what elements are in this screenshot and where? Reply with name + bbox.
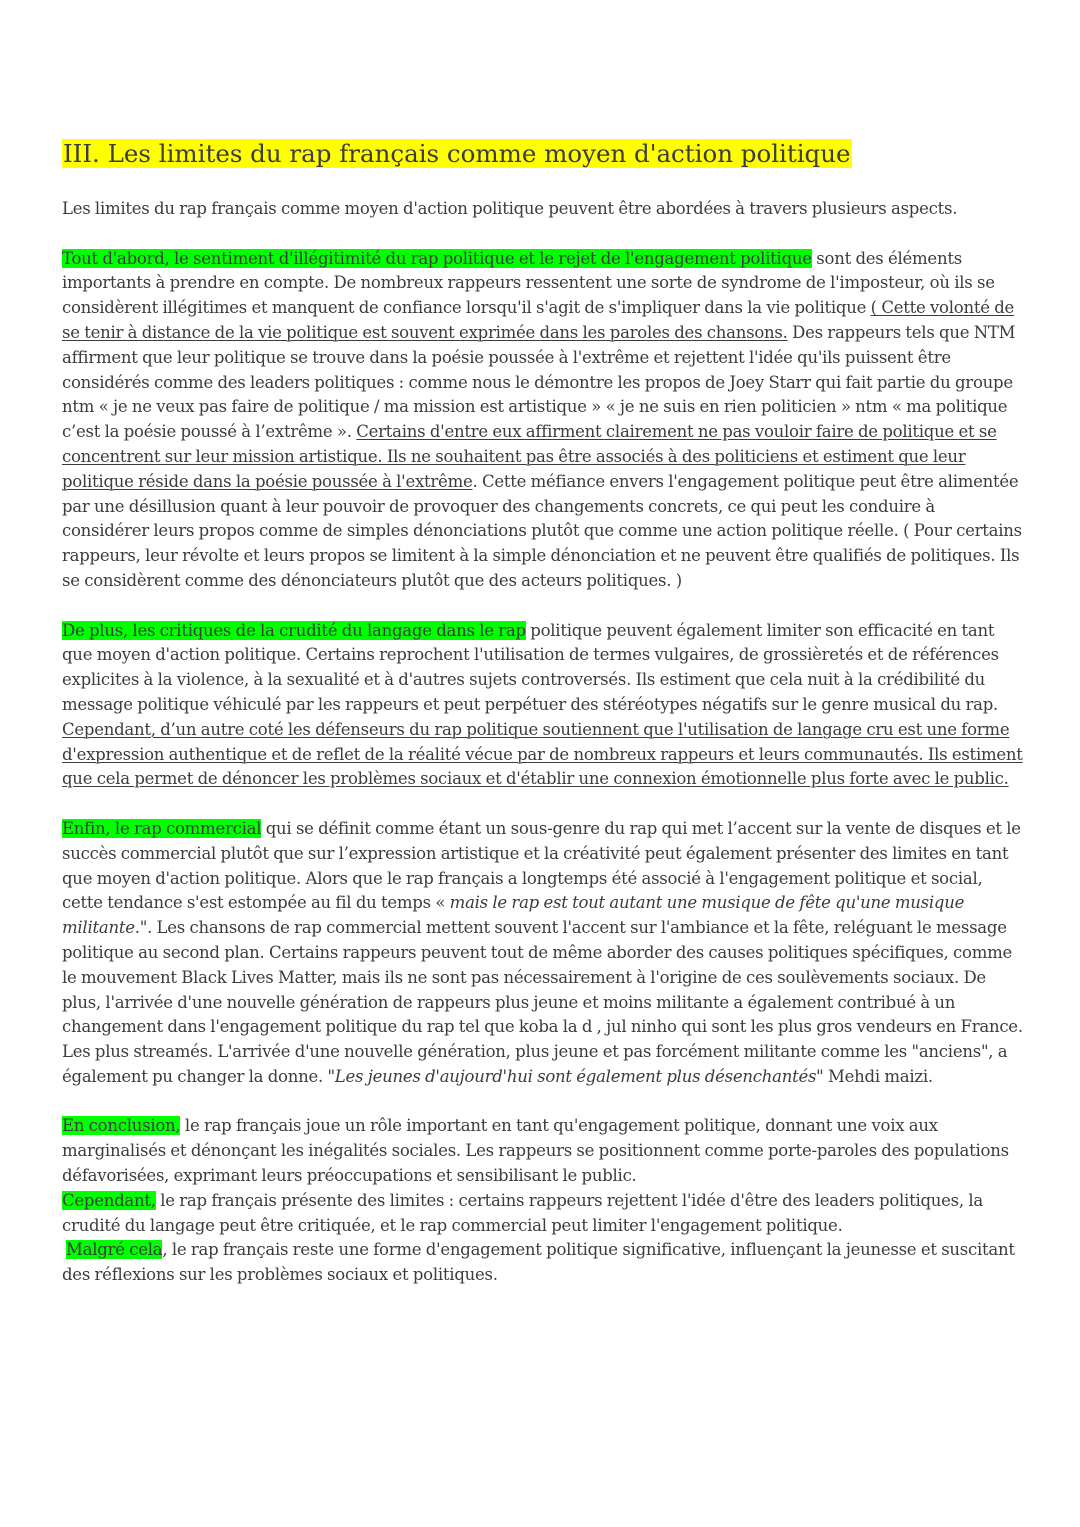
highlight-conclusion: En conclusion, [62,1116,181,1136]
text-segment: , le rap français reste une forme d'engagement politique significative, influençant la jeunesse et suscitant des réflexions sur les problèmes sociaux et politiques. [62,1240,1015,1285]
text-segment: le rap français joue un rôle important en tant qu'engagement politique, donnant une voix aux marginalisés et dénonçant les inégalités sociales. Les rappeurs se positionnent comme porte-paroles des populations défavorisées, exprimant leurs préoccupations et sensibilisant le public. [62,1116,1009,1186]
italic-quote: "Les jeunes d'aujourd'hui sont également plus désenchantés" [327,1066,824,1086]
underlined-segment: Cependant, d’un autre coté les défenseurs du rap politique soutiennent que l'utilisation de langage cru est une forme d'expression authentique et de reflet de la réalité vécue par de nombreux rappeurs et leurs communautés. Ils estiment que cela permet de dénoncer les problèmes sociaux et d'établir une connexion émotionnelle plus forte avec le public. [62,719,1023,789]
paragraph-despite [62,1238,1024,1288]
paragraph-illegitimacy [62,247,1024,594]
intro-paragraph: Les limites du rap français comme moyen d'action politique peuvent être abordées à travers plusieurs aspects. [62,199,958,218]
section-title [62,136,852,172]
text-segment: qui se définit comme étant un sous-genre du rap qui met l’accent sur la vente de disques et le succès commercial plutôt que sur l’expression artistique et la créativité peut également présenter des limites en tant que moyen d'action politique. Alors que le rap français a longtemps été associé à l'engagement politique et social, cette tendance s'est estompée au fil du temps « [62,818,1021,913]
paragraph-conclusion [62,1114,1024,1188]
highlight-commercial: Enfin, le rap commercial [62,818,262,838]
paragraph-language-crudity [62,619,1024,793]
highlight-crudity: De plus, les critiques de la crudité du langage dans le rap [62,620,526,640]
highlight-however: Cependant, [62,1190,156,1210]
text-segment: Mehdi maizi. [823,1066,933,1086]
paragraph-commercial-rap [62,817,1024,1090]
document-body [62,197,1024,1288]
paragraph-however [62,1189,1024,1239]
text-segment: politique peuvent également limiter son efficacité en tant que moyen d'action politique. Certains reprochent l'utilisation de termes vulgaires, de grossièretés et de références explicites à la violence, à la sexualité et à d'autres sujets controversés. Ils estiment que cela nuit à la crédibilité du message politique véhiculé par les rappeurs et peut perpétuer des stéréotypes négatifs sur le genre musical du rap. [62,620,999,714]
text-segment: sont des éléments importants à prendre en compte. De nombreux rappeurs ressentent une sorte de syndrome de l'imposteur, où ils se considèrent illégitimes et manquent de confiance lorsqu'il s'agit de s'impliquer dans la vie politique [62,248,995,318]
underlined-segment: Certains d'entre eux affirment clairement ne pas vouloir faire de politique et se concentrent sur leur mission artistique. Ils ne souhaitent pas être associés à des politiciens et estiment que leur politique réside dans la poésie poussée à l'extrême [62,422,997,491]
highlight-illegitimacy: Tout d'abord, le sentiment d'illégitimité du rap politique et le rejet de l'engagement politique [62,248,812,268]
text-segment: . Les chansons de rap commercial mettent souvent l'accent sur l'ambiance et la fête, reléguant le message politique au second plan. Certains rappeurs peuvent tout de même aborder des causes politiques spécifiques, comme le mouvement Black Lives Matter, mais ils ne sont pas nécessairement à l'origine de ces soulèvements sociaux. De plus, l'arrivée d'une nouvelle génération de rappeurs plus jeune et moins militante a également contribué à un changement dans l'engagement politique du rap tel que koba la d , jul ninho qui sont les plus gros vendeurs en France. Les plus streamés. L'arrivée d'une nouvelle génération, plus jeune et pas forcément militante comme les "anciens", a également pu changer la donne. [62,918,1023,1086]
highlight-despite: Malgré cela [66,1240,163,1260]
italic-quote: mais le rap est tout autant une musique de fête qu'une musique militante." [62,893,965,938]
text-segment: Des rappeurs tels que NTM affirment que leur politique se trouve dans la poésie poussée à l'extrême et rejettent l'idée qu'ils puissent être considérés comme des leaders politiques : comme nous le démontre les propos de Joey Starr qui fait partie du groupe ntm « je ne veux pas faire de politique / ma mission est artistique » « je ne suis en rien politicien » ntm « ma politique c’est la poésie poussé à l’extrême ». [62,322,1016,442]
underlined-segment: ( Cette volonté de se tenir à distance de la vie politique est souvent exprimée dans les paroles des chansons. [62,298,1015,342]
title-highlight: III. Les limites du rap français comme moyen d'action politique [63,139,851,168]
text-segment: le rap français présente des limites : certains rappeurs rejettent l'idée d'être des leaders politiques, la crudité du langage peut être critiquée, et le rap commercial peut limiter l'engagement politique. [62,1190,984,1235]
text-segment: . Cette méfiance envers l'engagement politique peut être alimentée par une désillusion quant à leur pouvoir de provoquer des changements concrets, ce qui peut les conduire à considérer leurs propos comme de simples dénonciations plutôt que comme une action politique réelle. ( Pour certains rappeurs, leur révolte et leurs propos se limitent à la simple dénonciation et ne peuvent être qualifiés de politiques. Ils se considèrent comme des dénonciateurs plutôt que des acteurs politiques. ) [62,471,1022,590]
